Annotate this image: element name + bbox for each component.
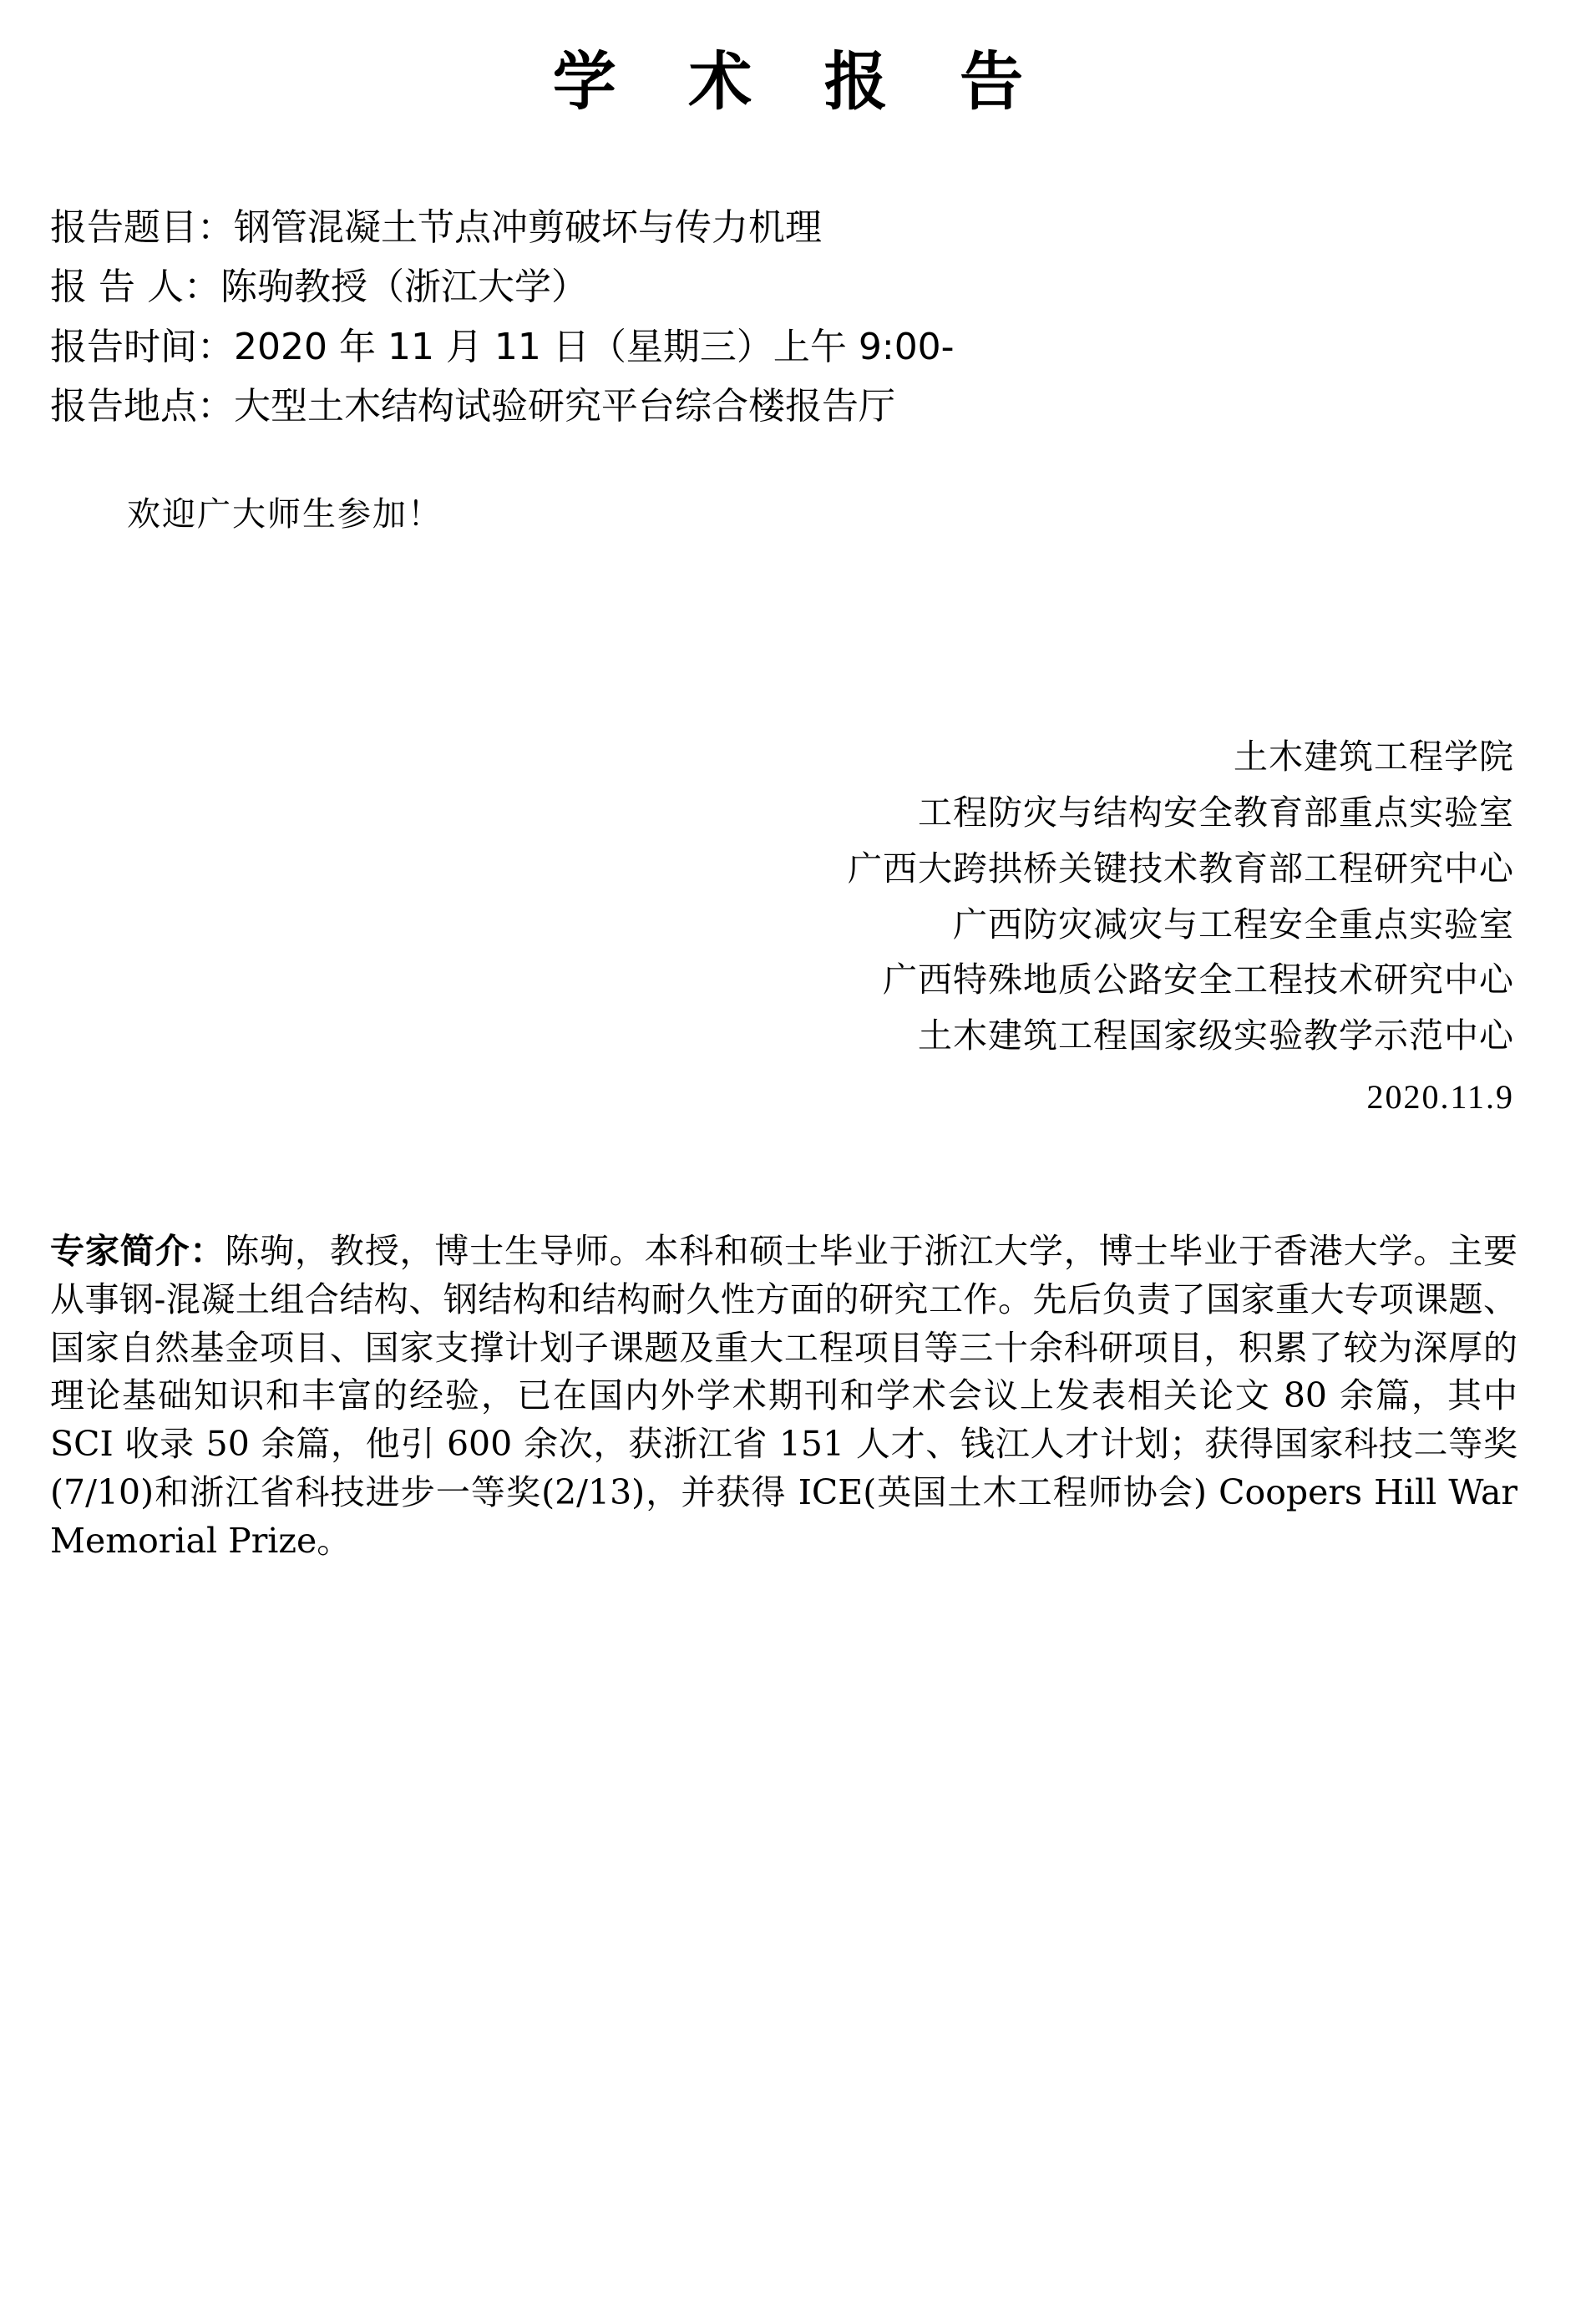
organizer-item: 工程防灾与结构安全教育部重点实验室 [918, 792, 1514, 833]
info-row-topic [50, 198, 1531, 257]
page-title: 学 术 报 告 [552, 44, 1049, 119]
organizer-item: 广西大跨拱桥关键技术教育部工程研究中心 [848, 848, 1514, 889]
report-info-block [48, 198, 1531, 436]
info-row-time [50, 317, 1531, 377]
info-value-topic: 钢管混凝土节点冲剪破坏与传力机理 [234, 206, 822, 249]
welcome-note: 欢迎广大师生参加！ [127, 495, 443, 534]
organizer-item: 广西防灾减灾与工程安全重点实验室 [953, 904, 1514, 944]
speaker-bio-text: 陈驹，教授，博士生导师。本科和硕士毕业于浙江大学，博士毕业于香港大学。主要从事钢-混凝土组合结构、钢结构和结构耐久性方面的研究工作。先后负责了国家重大专项课题、国家自然基金项目、国家支撑计划子课题及重大工程项目等三十余科研项目，积累了较为深厚的理论基础知识和丰富的经验，已在国内外学术期刊和学术会议上发表相关论文 80 余篇，其中 SCI 收录 50 余篇，他引 600 余次，获浙江省 151 人才、钱江人才计划；获得国家科技二等奖(7/10)和浙江省科技进步一等奖(2/13)，并获得 ICE(英国土木工程师协会) Coopers Hill War Memorial Prize。 [50, 1231, 1518, 1561]
organizer-list [48, 729, 1531, 1126]
speaker-bio-paragraph [50, 1228, 1517, 1566]
info-label-place: 报告地点： [50, 384, 234, 428]
info-value-time: 2020 年 11 月 11 日（星期三）上午 9:00- [234, 325, 955, 368]
info-label-time: 报告时间： [50, 325, 234, 368]
info-row-speaker [50, 257, 1531, 316]
info-value-place: 大型土木结构试验研究平台综合楼报告厅 [234, 384, 895, 428]
info-label-topic: 报告题目： [50, 206, 234, 249]
info-row-place [50, 377, 1531, 436]
speaker-bio-block [48, 1228, 1531, 1566]
info-value-speaker: 陈驹教授（浙江大学） [220, 266, 588, 309]
info-label-speaker: 报 告 人： [50, 266, 220, 309]
organizer-item: 土木建筑工程学院 [1234, 737, 1514, 777]
organizer-item: 广西特殊地质公路安全工程技术研究中心 [883, 960, 1514, 1000]
organizer-item: 土木建筑工程国家级实验教学示范中心 [918, 1015, 1514, 1056]
speaker-bio-label: 专家简介： [50, 1231, 225, 1272]
issue-date: 2020.11.9 [1366, 1078, 1514, 1117]
